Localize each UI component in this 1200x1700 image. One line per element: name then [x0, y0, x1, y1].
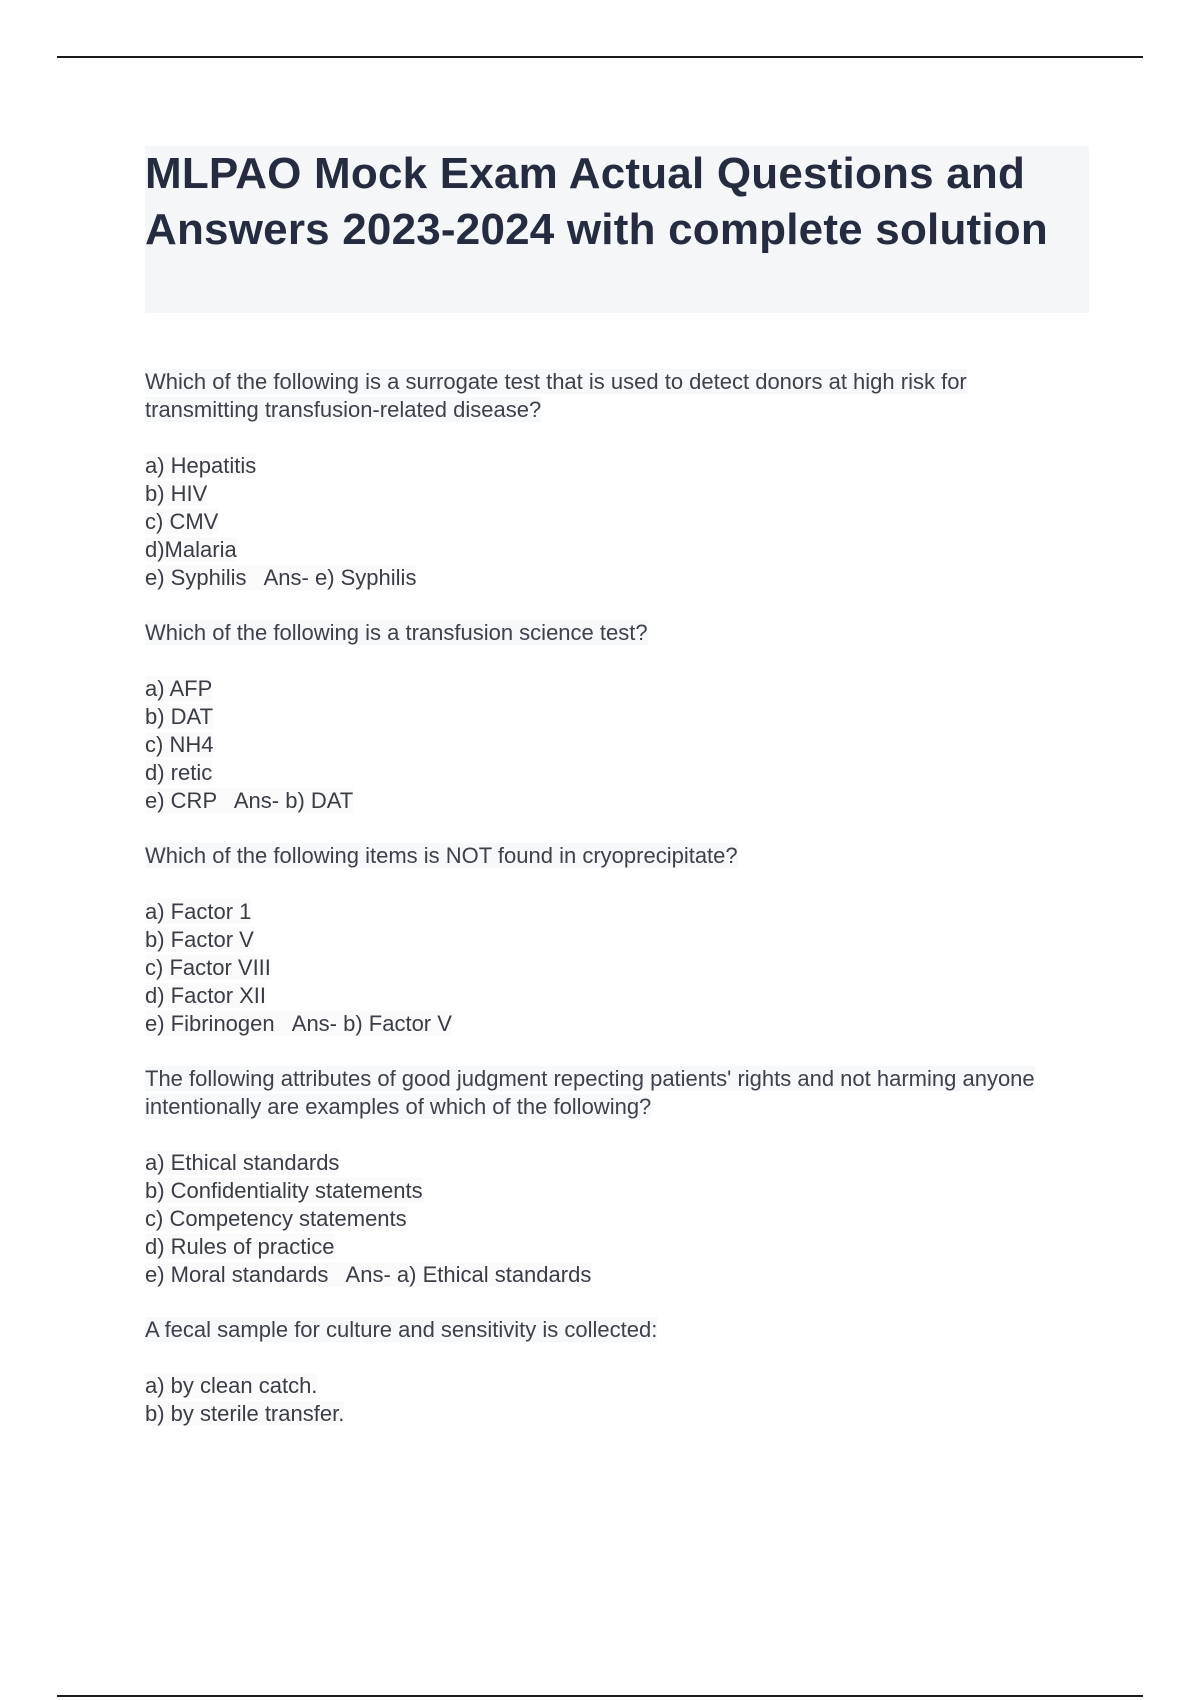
options-list: [145, 452, 1085, 592]
question-text: Which of the following is a transfusion science test?: [145, 620, 648, 645]
options-list: [145, 898, 1085, 1038]
option-item: b) DAT: [145, 704, 214, 729]
options-list: [145, 1372, 1085, 1428]
option-item: a) Ethical standards: [145, 1150, 340, 1175]
option-item: c) Competency statements: [145, 1206, 407, 1231]
question-text: Which of the following items is NOT found in cryoprecipitate?: [145, 843, 738, 868]
document-title: MLPAO Mock Exam Actual Questions and Answers 2023-2024 with complete solution: [145, 149, 1048, 254]
option-item: a) AFP: [145, 676, 213, 701]
option-item: a) by clean catch.: [145, 1373, 318, 1398]
answer-text: Ans- b) DAT: [233, 788, 354, 813]
option-item: a) Factor 1: [145, 899, 252, 924]
answer-text: Ans- b) Factor V: [291, 1011, 452, 1036]
option-item: a) Hepatitis: [145, 453, 257, 478]
question-item: [145, 1316, 1085, 1428]
option-item: c) NH4: [145, 732, 214, 757]
title-block: [145, 146, 1089, 313]
option-item: d) retic: [145, 760, 213, 785]
questions-list: [145, 368, 1085, 1455]
option-item: b) HIV: [145, 481, 208, 506]
options-list: [145, 1149, 1085, 1289]
answer-text: Ans- a) Ethical standards: [345, 1262, 592, 1287]
answer-text: Ans- e) Syphilis: [263, 565, 417, 590]
question-item: [145, 842, 1085, 1038]
option-item: b) Confidentiality statements: [145, 1178, 423, 1203]
options-list: [145, 675, 1085, 815]
option-item-with-answer: e) Syphilis Ans- e) Syphilis: [145, 565, 417, 590]
option-item: d)Malaria: [145, 537, 237, 562]
option-item: c) Factor VIII: [145, 955, 271, 980]
question-item: [145, 619, 1085, 815]
option-item-with-answer: e) CRP Ans- b) DAT: [145, 788, 354, 813]
option-item: b) by sterile transfer.: [145, 1401, 345, 1426]
question-text: A fecal sample for culture and sensitivity is collected:: [145, 1317, 658, 1342]
option-item: c) CMV: [145, 509, 219, 534]
option-item: d) Factor XII: [145, 983, 267, 1008]
question-item: [145, 368, 1085, 592]
option-item-with-answer: e) Moral standards Ans- a) Ethical standards: [145, 1262, 592, 1287]
option-item: d) Rules of practice: [145, 1234, 335, 1259]
top-rule: [57, 56, 1143, 58]
question-item: [145, 1065, 1085, 1289]
question-text: Which of the following is a surrogate test that is used to detect donors at high risk for transmitting transfusion-related disease?: [145, 369, 967, 422]
option-item-with-answer: e) Fibrinogen Ans- b) Factor V: [145, 1011, 452, 1036]
question-text: The following attributes of good judgment repecting patients' rights and not harming anyone intentionally are examples of which of the following?: [145, 1066, 1035, 1119]
option-item: b) Factor V: [145, 927, 254, 952]
bottom-rule: [57, 1695, 1143, 1697]
